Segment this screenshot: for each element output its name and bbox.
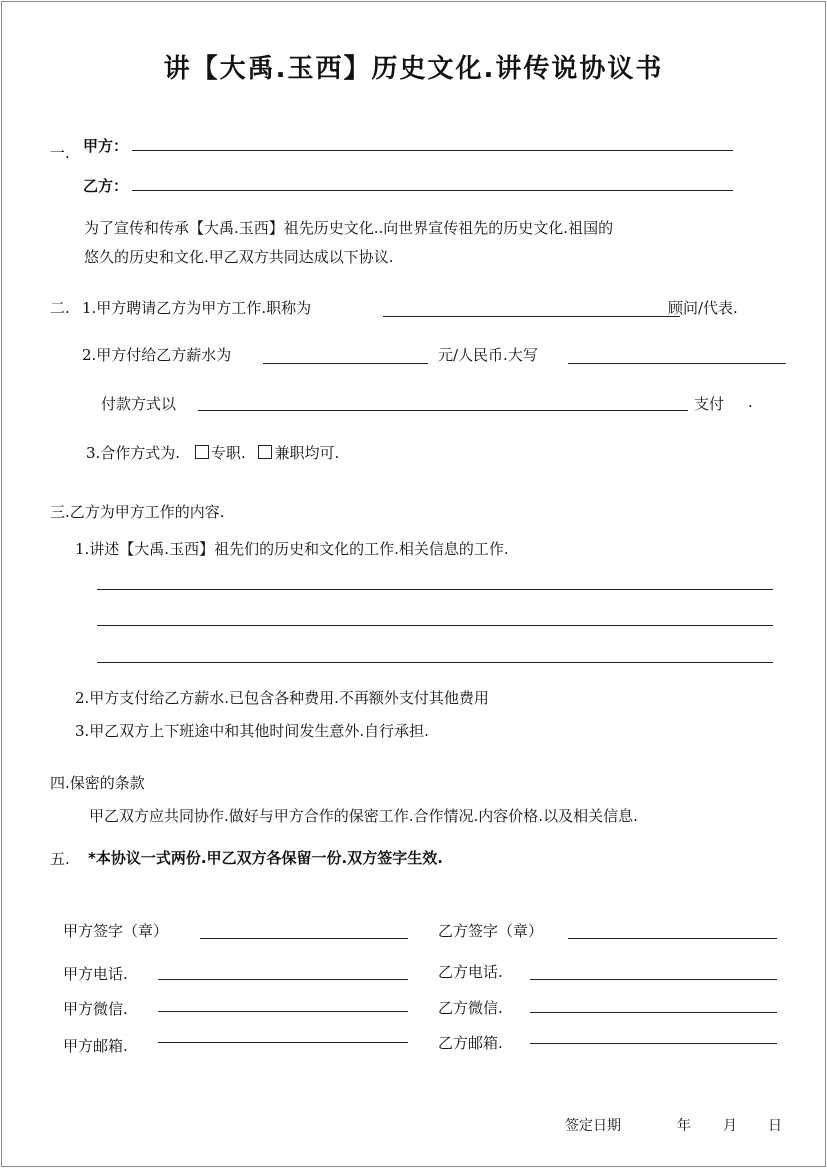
parttime-checkbox[interactable]	[258, 445, 272, 459]
party-a-signature-label: 甲方签字（章）	[63, 922, 169, 940]
section-5-number: 五.	[50, 850, 70, 868]
work-content-item-2: 2.甲方支付给乙方薪水.已包含各种费用.不再额外支付其他费用	[75, 689, 489, 707]
party-b-email-label: 乙方邮箱.	[438, 1034, 503, 1052]
parttime-option-label: 兼职均可.	[274, 444, 340, 462]
cooperation-mode-label: 3.合作方式为.	[86, 444, 181, 462]
party-b-signature-field[interactable]	[568, 938, 777, 939]
section-3-heading: 三.乙方为甲方工作的内容.	[50, 503, 225, 521]
salary-amount-field[interactable]	[263, 363, 428, 364]
date-year-label: 年	[677, 1118, 691, 1134]
party-a-phone-field[interactable]	[158, 979, 408, 980]
party-b-email-field[interactable]	[530, 1043, 777, 1044]
signing-date-label: 签定日期	[565, 1118, 621, 1134]
fulltime-checkbox[interactable]	[195, 445, 209, 459]
title-clause-prefix: 1.甲方聘请乙方为甲方工作.职称为	[82, 299, 312, 317]
work-content-item-3: 3.甲乙双方上下班途中和其他时间发生意外.自行承担.	[75, 722, 429, 740]
party-a-signature-field[interactable]	[200, 938, 408, 939]
work-content-item-1: 1.讲述【大禹.玉西】祖先们的历史和文化的工作.相关信息的工作.	[75, 540, 509, 558]
intro-line-1: 为了宣传和传承【大禹.玉西】祖先历史文化..向世界宣传祖先的历史文化.祖国的	[84, 219, 614, 237]
payment-method-suffix: 支付	[694, 395, 725, 413]
party-b-wechat-label: 乙方微信.	[438, 999, 503, 1017]
party-b-wechat-field[interactable]	[530, 1012, 777, 1013]
work-content-line-3[interactable]	[97, 662, 773, 663]
party-a-field[interactable]	[132, 150, 733, 151]
effectivity-clause: *本协议一式两份.甲乙双方各保留一份.双方签字生效.	[88, 849, 443, 867]
party-b-signature-label: 乙方签字（章）	[438, 922, 544, 940]
payment-method-prefix: 付款方式以	[101, 395, 177, 413]
party-a-wechat-label: 甲方微信.	[63, 1000, 128, 1018]
work-content-line-1[interactable]	[97, 589, 773, 590]
salary-clause-prefix: 2.甲方付给乙方薪水为	[82, 346, 232, 364]
salary-in-words-field[interactable]	[568, 363, 786, 364]
section-4-heading: 四.保密的条款	[50, 774, 145, 792]
title-clause-suffix: 顾问/代表.	[668, 299, 738, 317]
confidentiality-body: 甲乙双方应共同协作.做好与甲方合作的保密工作.合作情况.内容价格.以及相关信息.	[89, 807, 638, 825]
job-title-field[interactable]	[383, 316, 680, 317]
section-2-number: 二.	[50, 299, 70, 317]
party-b-phone-field[interactable]	[530, 979, 777, 980]
cooperation-mode-row	[86, 442, 339, 463]
intro-line-2: 悠久的历史和文化.甲乙双方共同达成以下协议.	[84, 248, 394, 266]
party-b-phone-label: 乙方电话.	[438, 963, 503, 981]
party-a-email-label: 甲方邮箱.	[63, 1037, 128, 1055]
fulltime-option-label: 专职.	[210, 444, 246, 462]
section-1-number: 一.	[50, 144, 70, 162]
document-title: 讲【大禹.玉西】历史文化.讲传说协议书	[163, 54, 664, 84]
payment-method-end: .	[748, 393, 753, 411]
salary-currency-label: 元/人民币.大写	[438, 346, 538, 364]
payment-method-field[interactable]	[198, 410, 688, 411]
date-month-label: 月	[723, 1118, 737, 1134]
party-a-email-field[interactable]	[158, 1042, 408, 1043]
party-a-phone-label: 甲方电话.	[63, 965, 128, 983]
date-day-label: 日	[768, 1118, 782, 1134]
party-a-wechat-field[interactable]	[158, 1011, 408, 1012]
party-a-label: 甲方：	[83, 137, 129, 155]
party-b-label: 乙方：	[83, 177, 129, 195]
party-b-field[interactable]	[132, 190, 733, 191]
work-content-line-2[interactable]	[97, 625, 773, 626]
